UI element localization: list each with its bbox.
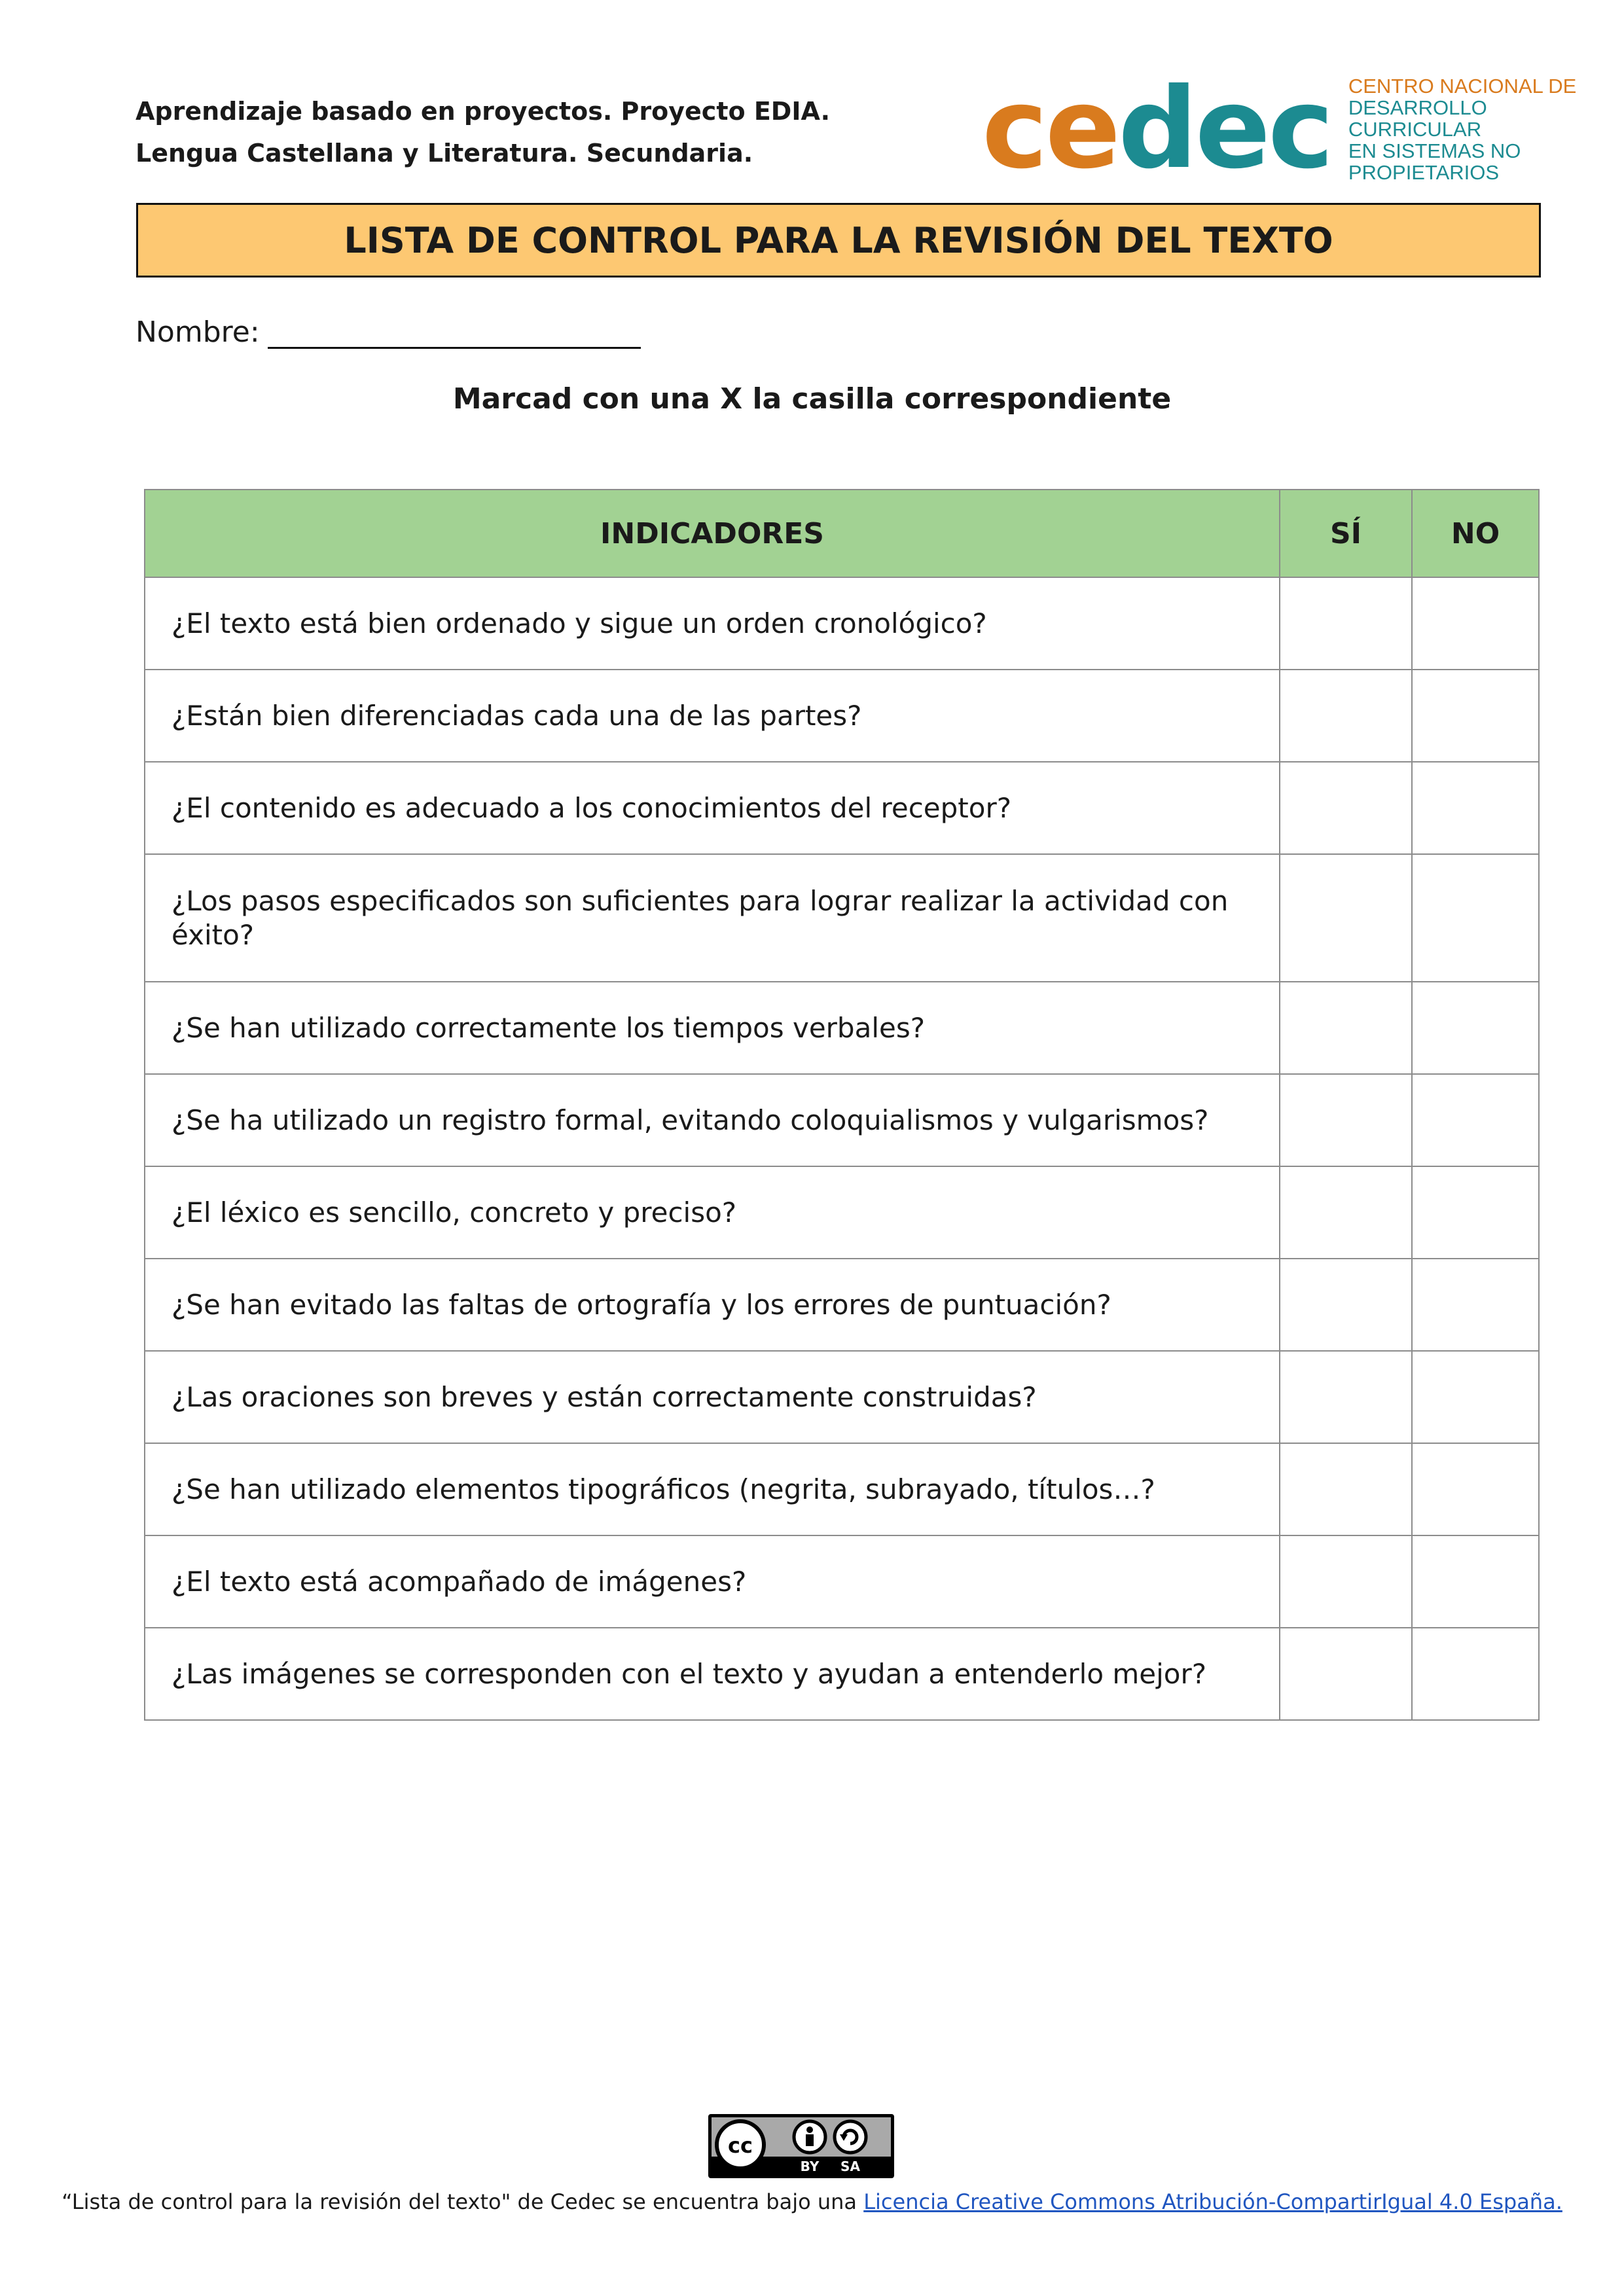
checkbox-si[interactable] bbox=[1280, 1443, 1412, 1535]
table-row bbox=[145, 1074, 1539, 1166]
table-row bbox=[145, 1259, 1539, 1351]
table-row bbox=[145, 762, 1539, 854]
indicator-text: ¿El contenido es adecuado a los conocimientos del receptor? bbox=[145, 762, 1280, 854]
name-field bbox=[135, 315, 641, 349]
header-text bbox=[135, 90, 830, 174]
header-line-2: Lengua Castellana y Literatura. Secundaria. bbox=[135, 139, 753, 168]
table-row bbox=[145, 670, 1539, 762]
indicator-text: ¿Se ha utilizado un registro formal, evitando coloquialismos y vulgarismos? bbox=[145, 1074, 1280, 1166]
table-row bbox=[145, 577, 1539, 670]
svg-text:SA: SA bbox=[840, 2159, 860, 2174]
checkbox-si[interactable] bbox=[1280, 1628, 1412, 1720]
table-row bbox=[145, 982, 1539, 1074]
checkbox-no[interactable] bbox=[1412, 577, 1539, 670]
checkbox-no[interactable] bbox=[1412, 1443, 1539, 1535]
indicator-text: ¿Se han utilizado elementos tipográficos (negrita, subrayado, títulos…? bbox=[145, 1443, 1280, 1535]
cedec-logo bbox=[982, 64, 1624, 194]
name-label: Nombre: bbox=[135, 315, 260, 349]
checkbox-si[interactable] bbox=[1280, 670, 1412, 762]
cc-by-sa-badge[interactable] bbox=[708, 2114, 894, 2178]
checkbox-no[interactable] bbox=[1412, 1166, 1539, 1259]
header-line-1: Aprendizaje basado en proyectos. Proyecto EDIA. bbox=[135, 97, 831, 126]
checkbox-si[interactable] bbox=[1280, 854, 1412, 982]
checkbox-no[interactable] bbox=[1412, 762, 1539, 854]
checkbox-si[interactable] bbox=[1280, 577, 1412, 670]
name-blank-line[interactable] bbox=[268, 317, 641, 349]
license-link[interactable]: Licencia Creative Commons Atribución-CompartirIgual 4.0 España. bbox=[863, 2189, 1562, 2214]
header-indicadores: INDICADORES bbox=[145, 490, 1280, 577]
indicator-text: ¿Se han evitado las faltas de ortografía y los errores de puntuación? bbox=[145, 1259, 1280, 1351]
checkbox-si[interactable] bbox=[1280, 1259, 1412, 1351]
table-row bbox=[145, 854, 1539, 982]
checkbox-no[interactable] bbox=[1412, 854, 1539, 982]
table-row bbox=[145, 1443, 1539, 1535]
table-row bbox=[145, 1535, 1539, 1628]
indicator-text: ¿Las oraciones son breves y están correctamente construidas? bbox=[145, 1351, 1280, 1443]
table-row bbox=[145, 1166, 1539, 1259]
cc-license-icon bbox=[712, 2117, 891, 2175]
svg-text:cc: cc bbox=[728, 2133, 753, 2158]
indicator-text: ¿El texto está acompañado de imágenes? bbox=[145, 1535, 1280, 1628]
instruction-text: Marcad con una X la casilla correspondiente bbox=[452, 382, 1172, 416]
indicator-text: ¿Las imágenes se corresponden con el texto y ayudan a entenderlo mejor? bbox=[145, 1628, 1280, 1720]
page-title: LISTA DE CONTROL PARA LA REVISIÓN DEL TEXTO bbox=[136, 203, 1541, 278]
table-header-row bbox=[145, 490, 1539, 577]
checkbox-si[interactable] bbox=[1280, 1535, 1412, 1628]
header-si: SÍ bbox=[1280, 490, 1412, 577]
logo-wordmark: cedec bbox=[982, 64, 1331, 194]
checkbox-si[interactable] bbox=[1280, 982, 1412, 1074]
indicator-text: ¿Están bien diferenciadas cada una de las partes? bbox=[145, 670, 1280, 762]
checkbox-no[interactable] bbox=[1412, 982, 1539, 1074]
table-row bbox=[145, 1351, 1539, 1443]
license-text: “Lista de control para la revisión del texto" de Cedec se encuentra bajo una bbox=[62, 2189, 864, 2214]
checkbox-no[interactable] bbox=[1412, 1535, 1539, 1628]
checkbox-no[interactable] bbox=[1412, 1628, 1539, 1720]
logo-subtitle: CENTRO NACIONAL DE DESARROLLO CURRICULAR EN SISTEMAS NO PROPIETARIOS bbox=[1348, 74, 1577, 184]
checkbox-no[interactable] bbox=[1412, 1074, 1539, 1166]
checkbox-no[interactable] bbox=[1412, 1351, 1539, 1443]
indicator-text: ¿El léxico es sencillo, concreto y preciso? bbox=[145, 1166, 1280, 1259]
checkbox-no[interactable] bbox=[1412, 1259, 1539, 1351]
license-footer bbox=[0, 2189, 1624, 2214]
checkbox-si[interactable] bbox=[1280, 1351, 1412, 1443]
header-no: NO bbox=[1412, 490, 1539, 577]
checkbox-no[interactable] bbox=[1412, 670, 1539, 762]
checkbox-si[interactable] bbox=[1280, 762, 1412, 854]
checkbox-si[interactable] bbox=[1280, 1166, 1412, 1259]
indicator-text: ¿Los pasos especificados son suficientes para lograr realizar la actividad con éxito? bbox=[145, 854, 1280, 982]
indicator-text: ¿El texto está bien ordenado y sigue un orden cronológico? bbox=[145, 577, 1280, 670]
table-row bbox=[145, 1628, 1539, 1720]
indicator-text: ¿Se han utilizado correctamente los tiempos verbales? bbox=[145, 982, 1280, 1074]
checklist-table bbox=[144, 489, 1540, 1721]
checkbox-si[interactable] bbox=[1280, 1074, 1412, 1166]
svg-text:BY: BY bbox=[800, 2159, 820, 2174]
